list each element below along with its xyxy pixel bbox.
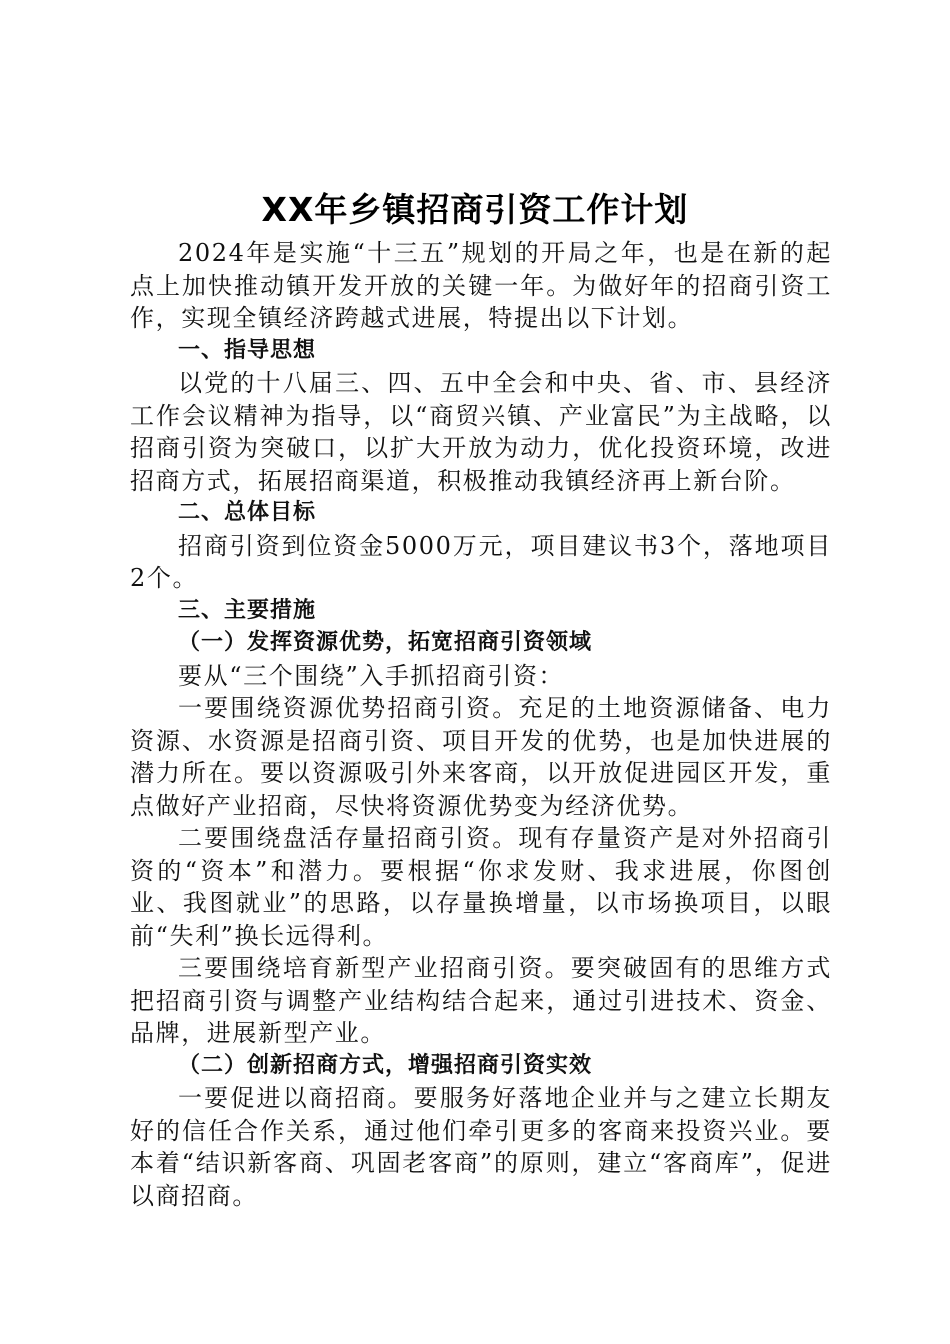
body-paragraph: 招商引资到位资金5000万元，项目建议书3个，落地项目2个。 (130, 531, 832, 592)
subsection-heading: （二）创新招商方式，增强招商引资实效 (178, 1052, 593, 1078)
body-paragraph: 一要围绕资源优势招商引资。充足的土地资源储备、电力资源、水资源是招商引资、项目开发的优势，也是加快进展的潜力所在。要以资源吸引外来客商，以开放促进园区开发，重点做好产业招商，尽快将资源优势变为经济优势。 (130, 694, 832, 820)
body-paragraph: 一要促进以商招商。要服务好落地企业并与之建立长期友好的信任合作关系，通过他们牵引更多的客商来投资兴业。要本着“结识新客商、巩固老客商”的原则，建立“客商库”，促进以商招商。 (130, 1084, 832, 1210)
section-heading: 二、总体目标 (178, 500, 317, 525)
section-heading: 三、主要措施 (178, 597, 317, 623)
section-heading: 一、指导思想 (178, 337, 317, 363)
body-paragraph: 以党的十八届三、四、五中全会和中央、省、市、县经济工作会议精神为指导，以“商贸兴镇、产业富民”为主战略，以招商引资为突破口，以扩大开放为动力，优化投资环境，改进招商方式，拓展招商渠道，积极推动我镇经济再上新台阶。 (130, 369, 832, 495)
subsection-heading: （一）发挥资源优势，拓宽招商引资领域 (178, 630, 593, 655)
body-paragraph: 2024年是实施“十三五”规划的开局之年，也是在新的起点上加快推动镇开发开放的关键一年。为做好年的招商引资工作，实现全镇经济跨越式进展，特提出以下计划。 (130, 239, 832, 332)
document-body (130, 237, 832, 1212)
body-paragraph: 要从“三个围绕”入手抓招商引资： (178, 661, 565, 690)
document-title: XX年乡镇招商引资工作计划 (261, 190, 689, 229)
body-paragraph: 三要围绕培育新型产业招商引资。要突破固有的思维方式把招商引资与调整产业结构结合起来，通过引进技术、资金、品牌，进展新型产业。 (130, 954, 832, 1047)
body-paragraph: 二要围绕盘活存量招商引资。现有存量资产是对外招商引资的“资本”和潜力。要根据“你求发财、我求进展，你图创业、我图就业”的思路，以存量换增量，以市场换项目，以眼前“失利”换长远得利。 (130, 824, 832, 950)
